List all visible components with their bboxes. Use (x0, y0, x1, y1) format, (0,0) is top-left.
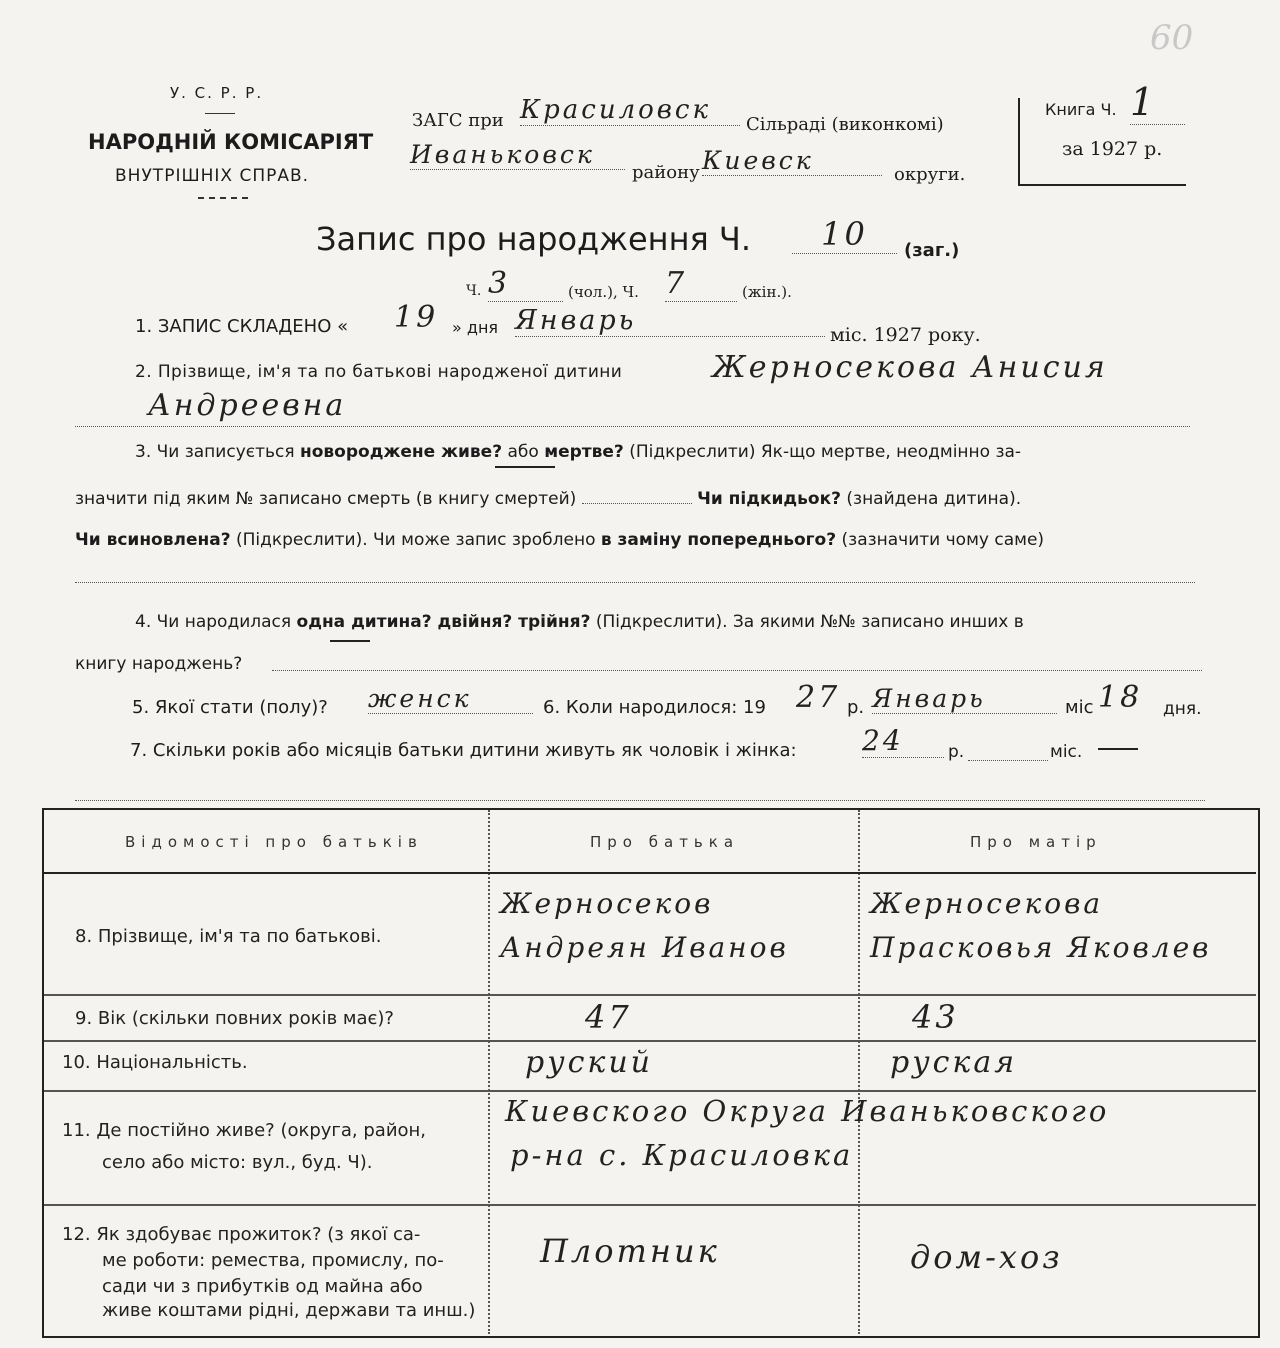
zags-prefix: ЗАГС при (412, 110, 504, 131)
table-col-divider-1 (488, 810, 490, 1334)
record-number: 10 (792, 215, 897, 254)
field4-rule (272, 670, 1202, 671)
field3-l2c: (знайдена дитина). (846, 489, 1022, 509)
field3-rule (75, 582, 1195, 583)
female-count: 7 (665, 266, 737, 302)
zags-okrug: Киевск (702, 146, 882, 176)
field3-l3b: (Підкреслити). Чи може запис зроблено (235, 530, 596, 550)
page-number: 60 (1150, 18, 1194, 58)
book-label: Книга Ч. (1045, 100, 1117, 119)
field3-l1d: мертве? (544, 442, 624, 462)
field3-l3a: Чи всиновлена? (75, 530, 231, 550)
field3-line1 (135, 442, 1021, 462)
row11-value-2: р-на с. Красиловка (510, 1138, 854, 1172)
field6-r: р. (847, 697, 865, 718)
table-header-father: Про батька (590, 833, 740, 851)
row12-label-2: ме роботи: ремества, промислу, по- (102, 1250, 444, 1271)
field1-mid: » дня (452, 318, 499, 337)
table-rule-3 (44, 1090, 1256, 1092)
field7-r: р. (948, 742, 965, 762)
row12-label-3: сади чи з прибутків од майна або (102, 1276, 423, 1297)
zags-okrug-label: округи. (894, 164, 966, 185)
zags-raion-label: району (632, 162, 700, 183)
field2-label: 2. Прізвище, ім'я та по батькові народженої дитини (135, 362, 623, 382)
record-title: Запис про народження Ч. (316, 220, 752, 258)
field3-l1c: або (507, 442, 539, 462)
book-number: 1 (1130, 80, 1185, 125)
field7-mis-blank (968, 760, 1048, 761)
male-ch-label: Ч. (466, 283, 482, 299)
row11-label-2: село або місто: вул., буд. Ч). (102, 1152, 373, 1173)
zags-village: Красиловск (520, 95, 740, 126)
field6-month: Январь (872, 684, 1057, 714)
field3-l3d: (зазначити чому саме) (841, 530, 1045, 550)
field7-rule (75, 800, 1205, 801)
male-count: 3 (488, 266, 563, 302)
row10-mother: руская (890, 1045, 1018, 1080)
table-rule-4 (44, 1204, 1256, 1206)
field7-label: 7. Скільки років або місяців батьки дитини живуть як чоловік і жінка: (130, 740, 797, 761)
field3-l2a: значити під яким № записано смерть (в книгу смертей) (75, 489, 577, 509)
field2-name: Жерносекова Анисия (712, 350, 1108, 385)
field1-day: 19 (394, 300, 439, 335)
table-rule-2 (44, 1040, 1256, 1042)
field4-line1 (135, 612, 1024, 632)
row8-father: Жерносеков Андреян Иванов (500, 887, 789, 964)
field1-end: міс. 1927 року. (830, 324, 981, 346)
table-rule-1 (44, 994, 1256, 996)
female-label: (жін.). (742, 283, 792, 301)
field3-l1e: (Підкреслити) Як-що мертве, неодмінно за- (629, 442, 1022, 462)
field5-label: 5. Якої стати (полу)? (132, 697, 328, 718)
header-state: У. С. Р. Р. (170, 84, 264, 102)
field5-value: женск (368, 684, 533, 714)
table-header-info: Відомості про батьків (125, 833, 423, 851)
table-header-mother: Про матір (970, 833, 1102, 851)
field6-dnia: дня. (1163, 699, 1202, 719)
row12-father: Плотник (540, 1232, 720, 1270)
row10-father: руский (525, 1045, 653, 1080)
row12-label-1: 12. Як здобуває прожиток? (з якої са- (62, 1224, 421, 1245)
row9-label: 9. Вік (скільки повних років має)? (75, 1008, 394, 1029)
zags-raion: Иваньковск (410, 140, 625, 170)
field4-underline (330, 640, 370, 642)
field4-l1b: одна дитина? двійня? трійня? (296, 612, 591, 632)
record-suffix: (заг.) (904, 240, 960, 261)
field3-line2 (75, 489, 1021, 509)
field4-l1a: 4. Чи народилася (135, 612, 292, 632)
field2-rule (75, 426, 1190, 427)
field3-l2b: Чи підкидьок? (697, 489, 841, 509)
field3-l3c: в заміну попереднього? (600, 530, 837, 550)
row10-label: 10. Національність. (62, 1052, 248, 1073)
row8-mother: Жерносекова Прасковья Яковлев (870, 887, 1212, 964)
zags-council: Сільраді (виконкомі) (746, 114, 944, 135)
book-year: за 1927 р. (1062, 138, 1163, 160)
row8-label: 8. Прізвище, ім'я та по батькові. (75, 926, 382, 947)
row9-mother: 43 (912, 998, 959, 1036)
field3-underline (495, 466, 555, 468)
field2-name2: Андреевна (148, 388, 347, 423)
field6-year: 27 (796, 680, 841, 715)
row12-label-4: живе коштами рідні, держави та инш.) (102, 1300, 476, 1321)
field7-years: 24 (862, 724, 944, 758)
field1-month: Январь (515, 305, 825, 337)
field3-l1a: 3. Чи записується (135, 442, 295, 462)
field3-l1b: новороджене живе? (300, 442, 503, 462)
field7-mis: міс. (1050, 742, 1083, 762)
field3-line3 (75, 530, 1044, 550)
row9-father: 47 (585, 998, 632, 1036)
table-col-divider-2 (858, 810, 860, 1334)
header-rule-1 (205, 113, 235, 114)
header-commissariat: НАРОДНІЙ КОМІСАРІЯТ (88, 130, 374, 154)
field7-dash (1098, 748, 1138, 750)
table-header-rule (44, 872, 1256, 874)
field4-l1c: (Підкреслити). За якими №№ записано инших в (595, 612, 1024, 632)
row11-value-1: Киевского Округа Иваньковского (505, 1094, 1110, 1128)
header-dept: ВНУТРІШНІХ СПРАВ. (115, 166, 310, 186)
field6-label: 6. Коли народилося: 19 (543, 697, 766, 718)
field1-label: 1. ЗАПИС СКЛАДЕНО « (135, 316, 349, 337)
field4-line2: книгу народжень? (75, 654, 243, 674)
field6-day: 18 (1098, 680, 1143, 715)
header-rule-2 (198, 197, 248, 199)
field6-mis: міс (1065, 697, 1094, 718)
row12-mother: дом-хоз (910, 1238, 1063, 1276)
male-label: (чол.), Ч. (568, 283, 639, 301)
row11-label-1: 11. Де постійно живе? (округа, район, (62, 1120, 427, 1141)
